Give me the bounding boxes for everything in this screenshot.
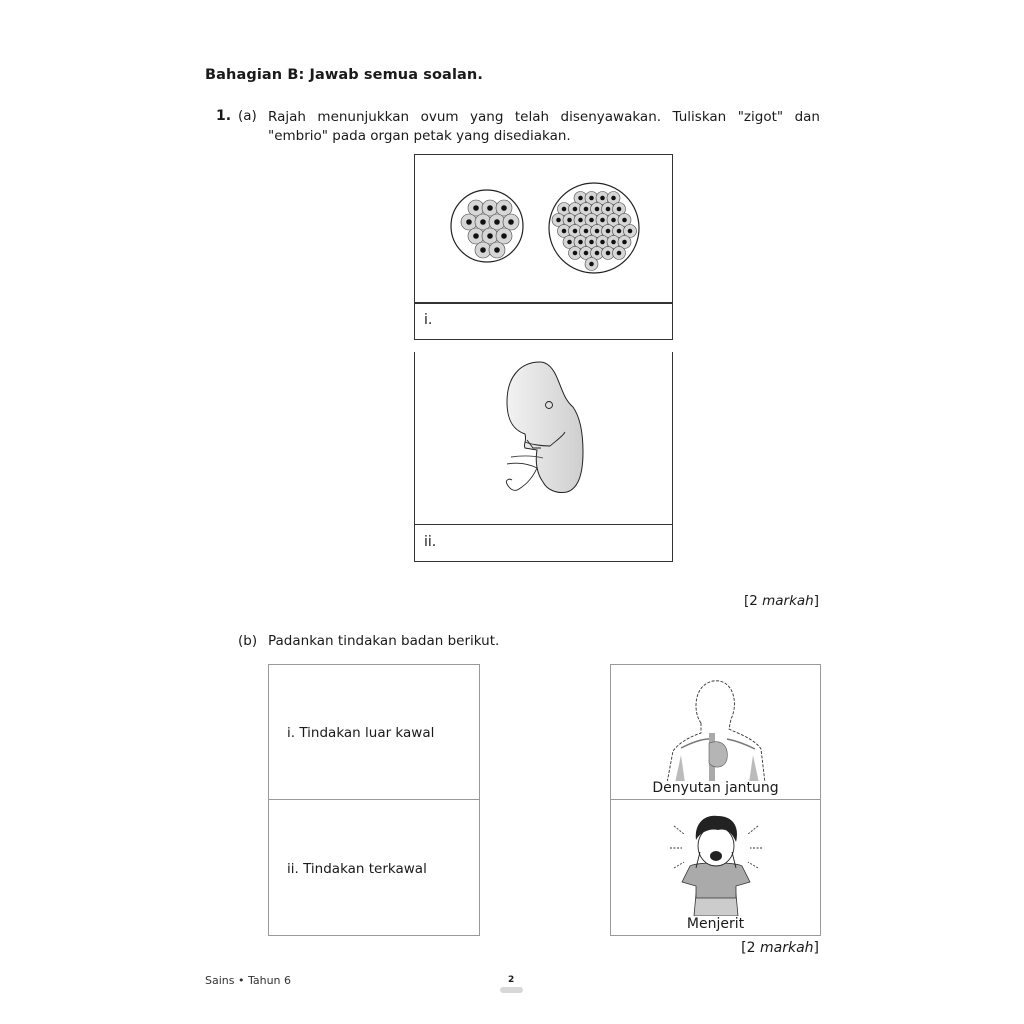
shouting-boy-illustration — [666, 806, 766, 916]
part-b-marks — [741, 940, 819, 956]
cell-nucleus — [584, 229, 589, 234]
answer-label-ii: ii. — [424, 534, 437, 550]
cell-nucleus — [617, 207, 622, 212]
cell-nucleus — [494, 247, 500, 253]
cell-nucleus — [556, 218, 561, 223]
embryo-illustration — [415, 352, 672, 524]
page-marker — [500, 987, 523, 993]
marks-word: markah — [762, 593, 814, 609]
zygote-large-cluster — [549, 183, 639, 273]
cell-nucleus — [617, 251, 622, 256]
cell-nucleus — [622, 218, 627, 223]
cell-nucleus — [487, 205, 493, 211]
cell-nucleus — [628, 229, 633, 234]
cell-nucleus — [480, 219, 486, 225]
cell-nucleus — [606, 229, 611, 234]
match-right-item-1[interactable] — [610, 664, 821, 801]
part-b-label: (b) — [238, 633, 258, 649]
cell-nucleus — [611, 196, 616, 201]
match-right-caption-2: Menjerit — [686, 916, 745, 932]
marks-open: [2 — [741, 940, 760, 956]
marks-close: ] — [813, 940, 819, 956]
footer-subject: Sains • Tahun 6 — [205, 974, 292, 987]
section-title: Bahagian B: Jawab semua soalan. — [205, 67, 483, 83]
cell-nucleus — [589, 218, 594, 223]
match-left-item-2[interactable] — [268, 799, 480, 936]
cell-nucleus — [600, 196, 605, 201]
cell-nucleus — [589, 240, 594, 245]
cell-nucleus — [589, 262, 594, 267]
cell-nucleus — [466, 219, 472, 225]
cell-nucleus — [600, 240, 605, 245]
match-left-text-1: i. Tindakan luar kawal — [287, 725, 435, 741]
marks-close: ] — [813, 593, 819, 609]
cell-nucleus — [562, 207, 567, 212]
cells-image-box — [414, 154, 673, 304]
zygote-small-cluster — [451, 190, 523, 262]
match-left-text-2: ii. Tindakan terkawal — [287, 861, 427, 877]
cell-nucleus — [573, 251, 578, 256]
heart-circulation-illustration — [661, 673, 771, 781]
cell-nucleus — [578, 196, 583, 201]
cell-nucleus — [584, 251, 589, 256]
cell-nucleus — [501, 233, 507, 239]
part-a-question-text: Rajah menunjukkan ovum yang telah disenyawakan. Tuliskan "zigot" dan "embrio" pada organ petak yang disediakan. — [268, 109, 820, 144]
cell-nucleus — [473, 205, 479, 211]
cell-nucleus — [611, 218, 616, 223]
cell-nucleus — [494, 219, 500, 225]
answer-box-i[interactable] — [414, 302, 673, 340]
cell-nucleus — [622, 240, 627, 245]
cell-nucleus — [562, 229, 567, 234]
part-b-question-text: Padankan tindakan badan berikut. — [268, 633, 500, 649]
cell-nucleus — [595, 229, 600, 234]
part-a-marks — [744, 593, 819, 609]
part-a-label: (a) — [238, 108, 257, 124]
embryo-image-box — [414, 352, 673, 526]
match-left-item-1[interactable] — [268, 664, 480, 801]
match-right-caption-1: Denyutan jantung — [652, 780, 779, 796]
cell-nucleus — [501, 205, 507, 211]
marks-open: [2 — [743, 593, 763, 609]
answer-box-ii[interactable] — [414, 524, 673, 562]
cell-nucleus — [595, 251, 600, 256]
cell-nucleus — [578, 218, 583, 223]
cell-nucleus — [567, 218, 572, 223]
cell-nucleus — [473, 233, 479, 239]
dividing-cells-illustration — [415, 155, 672, 303]
page-number: 2 — [508, 975, 515, 985]
cell-nucleus — [595, 207, 600, 212]
cell-nucleus — [578, 240, 583, 245]
cell-nucleus — [480, 247, 486, 253]
cell-nucleus — [567, 240, 572, 245]
cell-nucleus — [617, 229, 622, 234]
cell-nucleus — [487, 233, 493, 239]
marks-word: markah — [759, 940, 814, 956]
cell-nucleus — [508, 219, 514, 225]
question-number: 1. — [216, 108, 232, 124]
cell-nucleus — [606, 207, 611, 212]
cell-nucleus — [573, 229, 578, 234]
cell-nucleus — [606, 251, 611, 256]
cell-nucleus — [589, 196, 594, 201]
cell-nucleus — [584, 207, 589, 212]
match-right-item-2[interactable] — [610, 799, 821, 936]
cell-nucleus — [573, 207, 578, 212]
answer-label-i: i. — [424, 312, 433, 328]
cell-nucleus — [600, 218, 605, 223]
cell-nucleus — [611, 240, 616, 245]
